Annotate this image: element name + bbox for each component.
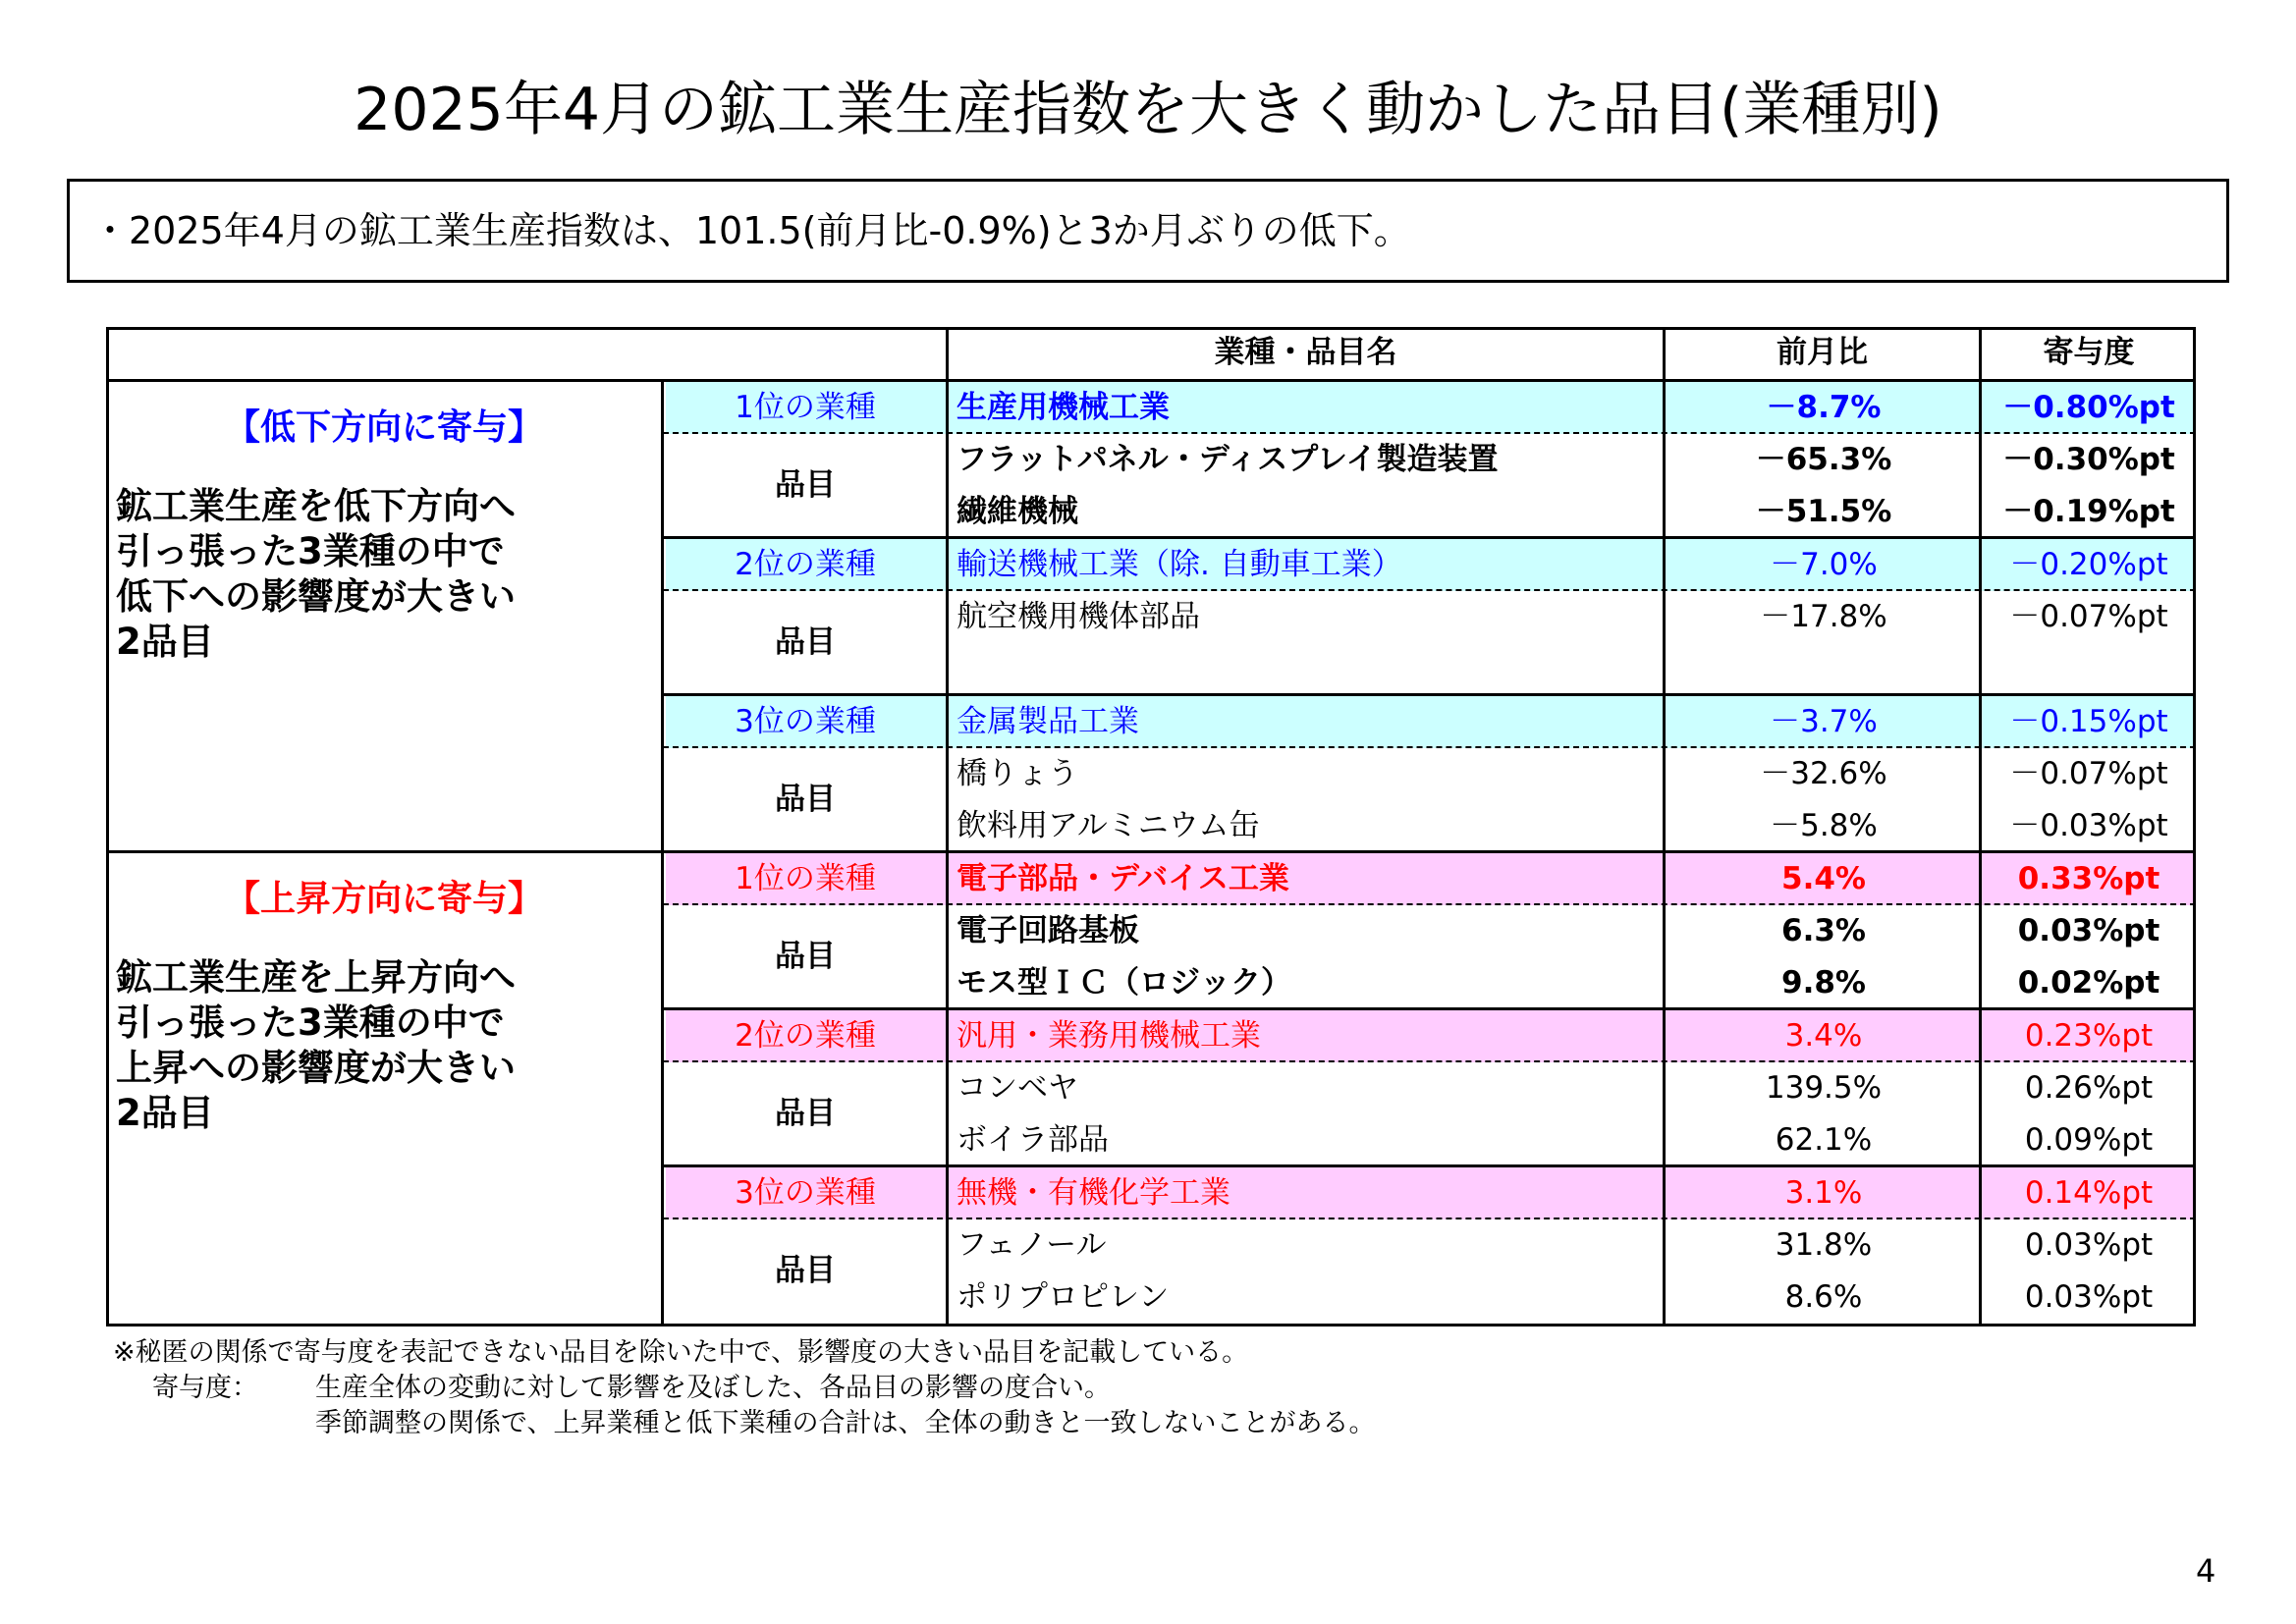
- up-rank1-contribution: 0.33%pt: [2017, 861, 2160, 896]
- up-description-line: 引っ張った3業種の中で: [116, 1001, 505, 1044]
- up-description-line: 2品目: [116, 1092, 214, 1134]
- up-rank1-item1-name: 電子回路基板: [957, 913, 1139, 948]
- down-description-line: 引っ張った3業種の中で: [116, 530, 505, 572]
- up-description-line: 鉱工業生産を上昇方向へ: [116, 956, 516, 999]
- down-rank2-items-label: 品目: [775, 624, 836, 660]
- up-rank2-item2-mom: 62.1%: [1775, 1122, 1873, 1158]
- up-heading: 【上昇方向に寄与】: [224, 879, 543, 919]
- down-description-line: 2品目: [116, 621, 214, 663]
- up-description-line: 上昇への影響度が大きい: [116, 1047, 516, 1089]
- footnotes: [113, 1335, 1375, 1441]
- down-heading: 【低下方向に寄与】: [224, 407, 543, 448]
- footnote-line: 季節調整の関係で、上昇業種と低下業種の合計は、全体の動きと一致しないことがある。: [315, 1408, 1376, 1438]
- down-rank3-mom: －3.7%: [1770, 704, 1878, 739]
- down-rank2-mom: －7.0%: [1770, 547, 1878, 582]
- header-contribution: 寄与度: [2043, 335, 2135, 370]
- down-rank1-contribution: －0.80%pt: [2002, 390, 2175, 425]
- down-rank3-item1-name: 橋りょう: [957, 756, 1078, 791]
- down-rank1-item1-mom: －65.3%: [1755, 442, 1892, 477]
- up-rank3-item1-mom: 31.8%: [1775, 1227, 1873, 1263]
- up-rank1-item1-mom: 6.3%: [1781, 913, 1866, 948]
- up-rank3-item1-name: フェノール: [957, 1227, 1107, 1263]
- down-rank1-item2-name: 繊維機械: [957, 494, 1078, 529]
- up-rank1-item2-contribution: 0.02%pt: [2017, 965, 2160, 1001]
- up-rank2-item2-contribution: 0.09%pt: [2024, 1122, 2154, 1158]
- header-name: 業種・品目名: [1214, 335, 1397, 370]
- up-rank2-item1-contribution: 0.26%pt: [2024, 1070, 2154, 1106]
- down-rank2-label: 2位の業種: [735, 547, 876, 582]
- up-rank1-mom: 5.4%: [1781, 861, 1866, 896]
- down-rank3-item2-mom: －5.8%: [1770, 808, 1878, 843]
- up-rank2-item2-name: ボイラ部品: [957, 1122, 1109, 1158]
- down-rank1-items-label: 品目: [775, 467, 836, 503]
- page-title: 2025年4月の鉱工業生産指数を大きく動かした品目(業種別): [354, 76, 1942, 144]
- down-description-line: 鉱工業生産を低下方向へ: [116, 485, 516, 527]
- up-rank3-item2-mom: 8.6%: [1784, 1279, 1863, 1315]
- down-rank2-contribution: －0.20%pt: [2009, 547, 2168, 582]
- down-rank1-item2-mom: －51.5%: [1755, 494, 1892, 529]
- up-rank1-item2-mom: 9.8%: [1781, 965, 1866, 1001]
- down-rank3-contribution: －0.15%pt: [2009, 704, 2168, 739]
- down-rank3-item2-contribution: －0.03%pt: [2009, 808, 2168, 843]
- down-rank3-item2-name: 飲料用アルミニウム缶: [957, 808, 1260, 843]
- up-rank2-contribution: 0.23%pt: [2024, 1018, 2154, 1054]
- up-rank1-label: 1位の業種: [735, 861, 876, 896]
- up-rank3-item2-contribution: 0.03%pt: [2024, 1279, 2154, 1315]
- up-rank2-items-label: 品目: [775, 1096, 836, 1131]
- page-number: 4: [2196, 1552, 2216, 1590]
- up-rank3-name: 無機・有機化学工業: [957, 1175, 1230, 1211]
- up-rank3-label: 3位の業種: [735, 1175, 876, 1211]
- up-rank2-label: 2位の業種: [735, 1018, 876, 1054]
- up-rank3-mom: 3.1%: [1784, 1175, 1863, 1211]
- down-rank3-item1-mom: －32.6%: [1760, 756, 1887, 791]
- up-rank3-item2-name: ポリプロピレン: [957, 1279, 1170, 1315]
- down-rank3-item1-contribution: －0.07%pt: [2009, 756, 2168, 791]
- up-rank2-item1-mom: 139.5%: [1765, 1070, 1883, 1106]
- down-description-line: 低下への影響度が大きい: [116, 575, 516, 618]
- down-rank2-item1-contribution: －0.07%pt: [2009, 599, 2168, 634]
- down-rank1-mom: －8.7%: [1766, 390, 1882, 425]
- up-rank3-contribution: 0.14%pt: [2024, 1175, 2154, 1211]
- down-rank1-item1-name: フラットパネル・ディスプレイ製造装置: [957, 442, 1499, 477]
- footnote-text: 生産全体の変動に対して影響を及ぼした、各品目の影響の度合い。: [315, 1373, 1111, 1403]
- up-rank1-item2-name: モス型ＩＣ（ロジック）: [957, 965, 1291, 1001]
- down-rank3-label: 3位の業種: [735, 704, 876, 739]
- up-rank1-name: 電子部品・デバイス工業: [957, 861, 1289, 896]
- down-rank2-item1-mom: －17.8%: [1760, 599, 1887, 634]
- contribution-table: [106, 327, 2196, 1326]
- down-rank1-label: 1位の業種: [735, 390, 876, 425]
- up-rank3-items-label: 品目: [775, 1253, 836, 1288]
- up-rank1-item1-contribution: 0.03%pt: [2017, 913, 2160, 948]
- footnote-line: ※秘匿の関係で寄与度を表記できない品目を除いた中で、影響度の大きい品目を記載している。: [113, 1337, 1249, 1368]
- down-rank3-items-label: 品目: [775, 782, 836, 817]
- down-rank1-name: 生産用機械工業: [957, 390, 1170, 425]
- down-rank2-item1-name: 航空機用機体部品: [957, 599, 1200, 634]
- down-rank2-name: 輸送機械工業（除. 自動車工業）: [957, 547, 1402, 582]
- up-rank2-name: 汎用・業務用機械工業: [957, 1018, 1261, 1054]
- up-rank1-items-label: 品目: [775, 939, 836, 974]
- down-rank1-item1-contribution: －0.30%pt: [2002, 442, 2175, 477]
- up-description: [116, 955, 656, 1136]
- up-rank3-item1-contribution: 0.03%pt: [2024, 1227, 2154, 1263]
- header-mom: 前月比: [1777, 335, 1868, 370]
- down-rank1-item2-contribution: －0.19%pt: [2002, 494, 2175, 529]
- down-rank3-name: 金属製品工業: [957, 704, 1139, 739]
- up-rank2-item1-name: コンベヤ: [957, 1070, 1078, 1106]
- up-rank2-mom: 3.4%: [1784, 1018, 1863, 1054]
- footnote-line: [113, 1371, 1375, 1406]
- footnote-label: 寄与度：: [152, 1373, 258, 1403]
- summary-box: ・2025年4月の鉱工業生産指数は、101.5(前月比-0.9%)と3か月ぶりの低下。: [67, 179, 2229, 283]
- down-description: [116, 484, 656, 665]
